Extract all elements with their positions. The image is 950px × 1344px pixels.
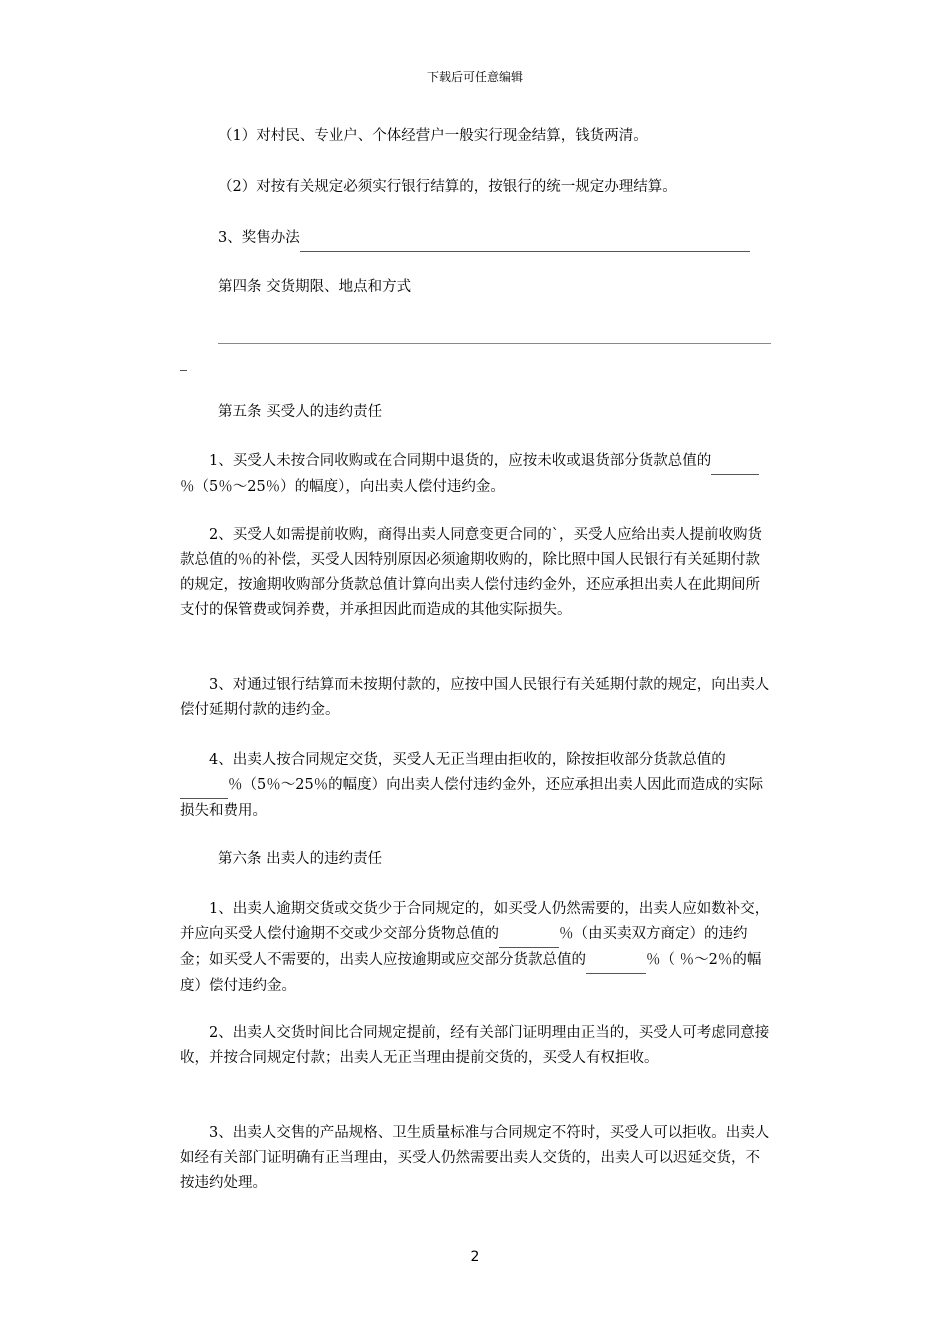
incentive-sales-blank[interactable] <box>300 226 750 252</box>
blank-field[interactable] <box>180 773 228 799</box>
article-6-item-1: 1、出卖人逾期交货或交货少于合同规定的，如买受人仍然需要的，出卖人应如数补交，并应向买受人偿付逾期不交或少交部分货物总值的 ％（由买卖双方商定）的违约金；如买受人不需要的，出卖人应按逾期或应交部分货款总值的 ％（ ％～2％的幅度）偿付违约金。 <box>180 901 770 994</box>
article-4-blank-line[interactable] <box>218 343 771 344</box>
article-6-item-3: 3、出卖人交售的产品规格、卫生质量标准与合同规定不符时，买受人可以拒收。出卖人如经有关部门证明确有正当理由，买受人仍然需要出卖人交货的，出卖人可以迟延交货，不按违约处理。 <box>180 1125 770 1191</box>
article-5-item-2: 2、买受人如需提前收购，商得出卖人同意变更合同的`，买受人应给出卖人提前收购货款总值的％的补偿，买受人因特别原因必须逾期收购的，除比照中国人民银行有关延期付款的规定，按逾期收购部分货款总值计算向出卖人偿付违约金外，还应承担出卖人在此期间所支付的保管费或饲养费，并承担因此而造成的其他实际损失。 <box>180 527 762 618</box>
payment-clause-2: （2）对按有关规定必须实行银行结算的，按银行的统一规定办理结算。 <box>218 179 677 195</box>
payment-clause-1: （1）对村民、专业户、个体经营户一般实行现金结算，钱货两清。 <box>218 128 648 144</box>
incentive-sales-clause <box>180 226 770 252</box>
incentive-sales-label: 3、奖售办法 <box>218 230 300 246</box>
blank-field[interactable] <box>499 922 559 948</box>
article-6-item-2: 2、出卖人交货时间比合同规定提前，经有关部门证明理由正当的，买受人可考虑同意接收，并按合同规定付款；出卖人无正当理由提前交货的，买受人有权拒收。 <box>180 1025 770 1066</box>
article-6-heading: 第六条 出卖人的违约责任 <box>218 851 383 867</box>
page-header: 下载后可任意编辑 <box>426 70 523 84</box>
article-5-item-1: 1、买受人未按合同收购或在合同期中退货的，应按未收或退货部分货款总值的 ％（5％～25％）的幅度），向出卖人偿付违约金。 <box>180 449 770 500</box>
article-5-item-3: 3、对通过银行结算而未按期付款的，应按中国人民银行有关延期付款的规定，向出卖人偿付延期付款的违约金。 <box>180 677 770 718</box>
blank-field[interactable] <box>586 948 646 974</box>
article-4-heading: 第四条 交货期限、地点和方式 <box>218 279 412 295</box>
blank-field[interactable] <box>711 449 759 475</box>
article-4-dash-mark <box>180 370 187 371</box>
page-number: 2 <box>470 1249 480 1265</box>
article-5-item-4: 4、出卖人按合同规定交货，买受人无正当理由拒收的，除按拒收部分货款总值的 ％（5％～25％的幅度）向出卖人偿付违约金外，还应承担出卖人因此而造成的实际损失和费用。 <box>180 752 764 819</box>
article-5-heading: 第五条 买受人的违约责任 <box>218 404 383 420</box>
